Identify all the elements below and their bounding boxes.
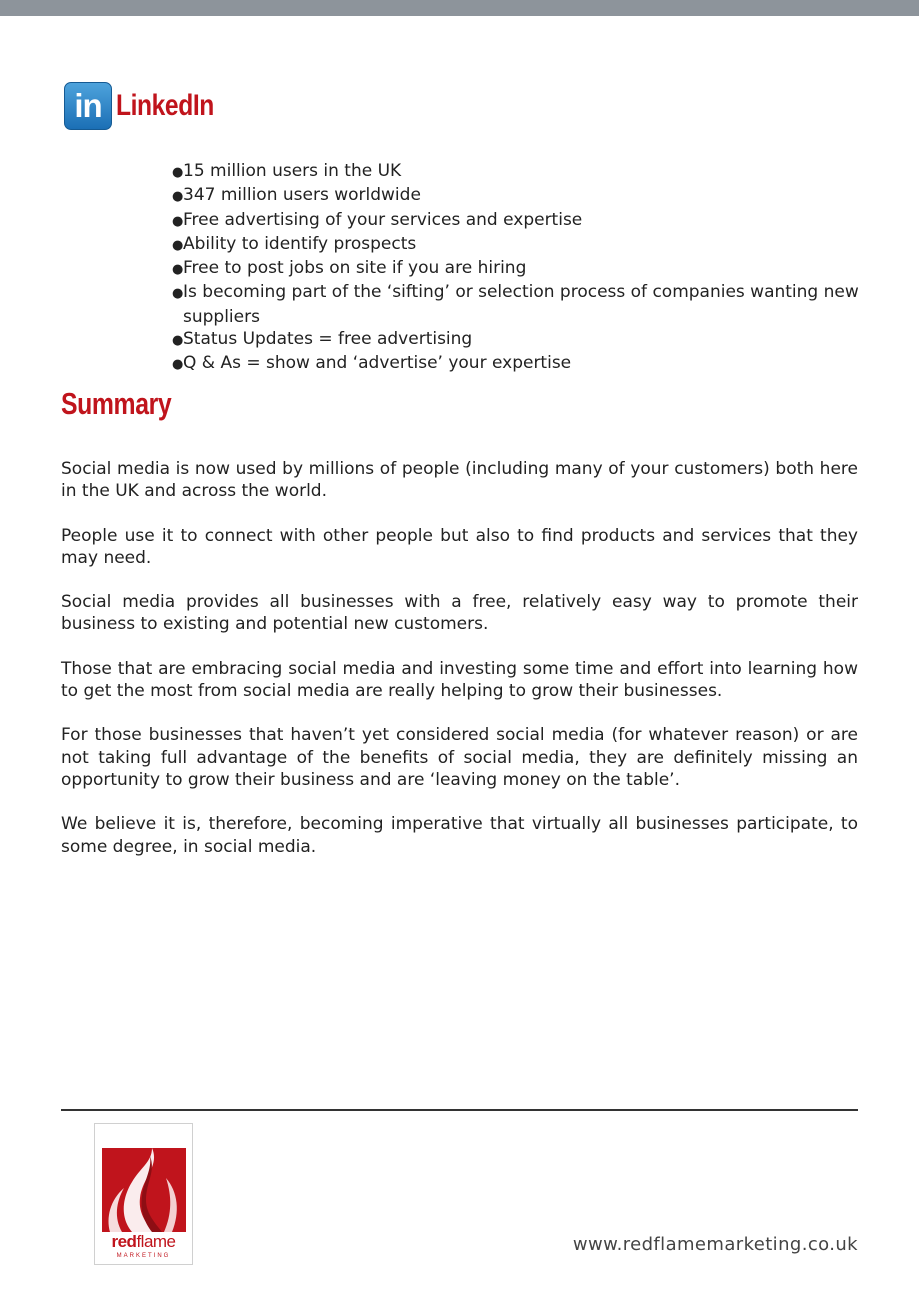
summary-paragraph: We believe it is, therefore, becoming imperative that virtually all businesses participate, to some degree, in social media. [61, 814, 858, 857]
summary-heading: Summary [61, 386, 172, 421]
bullet-icon: ● [172, 237, 184, 253]
bullet-icon: ● [172, 262, 184, 278]
bullet-icon: ● [172, 286, 184, 302]
list-item: ●15 million users in the UK [172, 160, 872, 184]
footer-divider [61, 1109, 858, 1111]
linkedin-logo-icon: in [64, 82, 112, 130]
redflame-logo [94, 1123, 193, 1265]
bullet-icon: ● [172, 213, 184, 229]
list-item: ●Q & As = show and ‘advertise’ your expertise [172, 352, 872, 376]
list-item: ●Free advertising of your services and expertise [172, 209, 872, 233]
list-item: ●Ability to identify prospects [172, 233, 872, 257]
logo-subtitle: MARKETING [116, 1253, 171, 1259]
summary-paragraph: Social media provides all businesses with a free, relatively easy way to promote their business to existing and potential new customers. [61, 592, 858, 635]
bullet-icon: ● [172, 333, 184, 349]
summary-body [61, 458, 858, 880]
bullet-icon: ● [172, 165, 184, 180]
linkedin-heading: LinkedIn [116, 89, 214, 122]
summary-paragraph: Those that are embracing social media and investing some time and effort into learning how to get the most from social media are really helping to grow their businesses. [61, 658, 858, 702]
flame-icon [102, 1148, 186, 1232]
top-bar [0, 0, 919, 16]
list-item: ●Is becoming part of the ‘sifting’ or selection process of companies wanting new suppliers [172, 282, 859, 327]
linkedin-header [64, 80, 235, 132]
bullet-icon: ● [172, 189, 184, 205]
list-item: ●Free to post jobs on site if you are hiring [172, 257, 872, 281]
list-item: ●Status Updates = free advertising [172, 328, 872, 352]
summary-paragraph: For those businesses that haven’t yet considered social media (for whatever reason) or are not taking full advantage of the benefits of social media, they are definitely missing an opportunity to grow their business and are ‘leaving money on the table’. [61, 725, 858, 790]
summary-paragraph: People use it to connect with other people but also to find products and services that they may need. [61, 525, 858, 568]
summary-paragraph: Social media is now used by millions of people (including many of your customers) both here in the UK and across the world. [61, 459, 858, 502]
linkedin-benefits-list [172, 160, 872, 377]
list-item: ●347 million users worldwide [172, 184, 872, 208]
bullet-icon: ● [172, 357, 184, 373]
logo-wordmark: redflame [111, 1232, 176, 1251]
website-url: www.redflamemarketing.co.uk [572, 1234, 858, 1255]
